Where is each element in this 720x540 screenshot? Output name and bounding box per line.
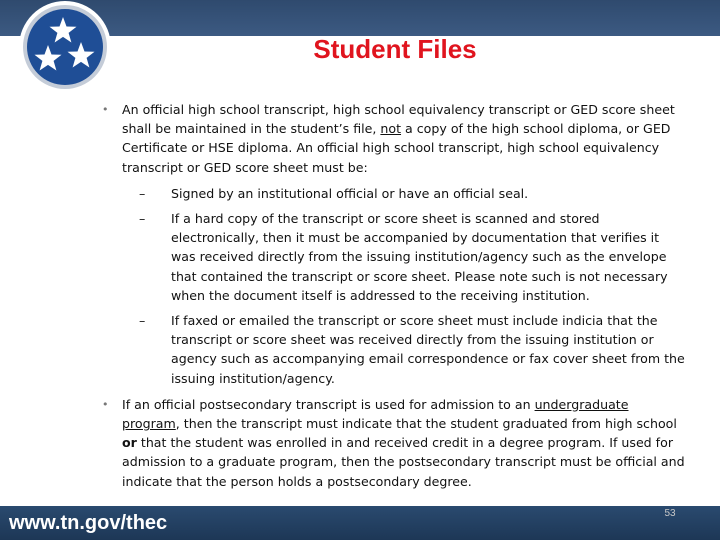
footer-band — [0, 506, 720, 540]
bullet-text: If an official postsecondary transcript is used for admission to an — [122, 396, 535, 412]
bullet-hs-transcript — [102, 100, 687, 177]
sub-item-signed — [102, 184, 687, 203]
footer-url: www.tn.gov/thec — [9, 512, 168, 534]
dash-mark: – — [139, 313, 146, 329]
bold-or: or — [122, 435, 137, 451]
bullet-postsecondary-transcript — [102, 395, 687, 491]
slide-body — [102, 100, 687, 491]
slide-title: Student Files — [313, 34, 477, 64]
underlined-not: not — [380, 121, 402, 137]
underlined-undergraduate-program: undergraduate program — [122, 396, 629, 432]
sub-item-scanned — [102, 209, 687, 305]
dash-mark: – — [139, 185, 146, 201]
bullet-text-cont: a copy of the high school diploma, or GED Certificate or HSE diploma. An official high school transcript, high school equivalency transcript or GED score sheet must be: — [122, 121, 671, 175]
sub-item-text: If faxed or emailed the transcript or score sheet must include indicia that the transcript or score sheet was received directly from the issuing institution or agency such as accompanying email correspondence or fax cover sheet from the issuing institution/agency. — [171, 313, 685, 386]
bullet-mark: • — [102, 397, 109, 411]
sub-item-faxed — [102, 311, 687, 388]
bullet-text: An official high school transcript, high school equivalency transcript or GED score sheet shall be maintained in the student’s file, — [122, 102, 675, 137]
page-number: 53 — [664, 508, 676, 519]
sub-item-text: Signed by an institutional official or have an official seal. — [171, 185, 529, 201]
bullet-mark: • — [102, 103, 109, 116]
bullet-text-cont: , then the transcript must indicate that the student graduated from high school — [175, 416, 677, 432]
dash-mark: – — [139, 211, 146, 227]
sub-item-text: If a hard copy of the transcript or score sheet is scanned and stored electronically, then it must be accompanied by documentation that verifies it was received directly from the issuing institution/agency such as the envelope that contained the transcript or score sheet. Please note such is not necessary when the document itself is addressed to the receiving institution. — [171, 211, 668, 303]
bullet-text-end: that the student was enrolled in and received credit in a degree program. If used for admission to a graduate program, then the postsecondary transcript must be official and indicate that the person holds a postsecondary degree. — [122, 435, 685, 489]
